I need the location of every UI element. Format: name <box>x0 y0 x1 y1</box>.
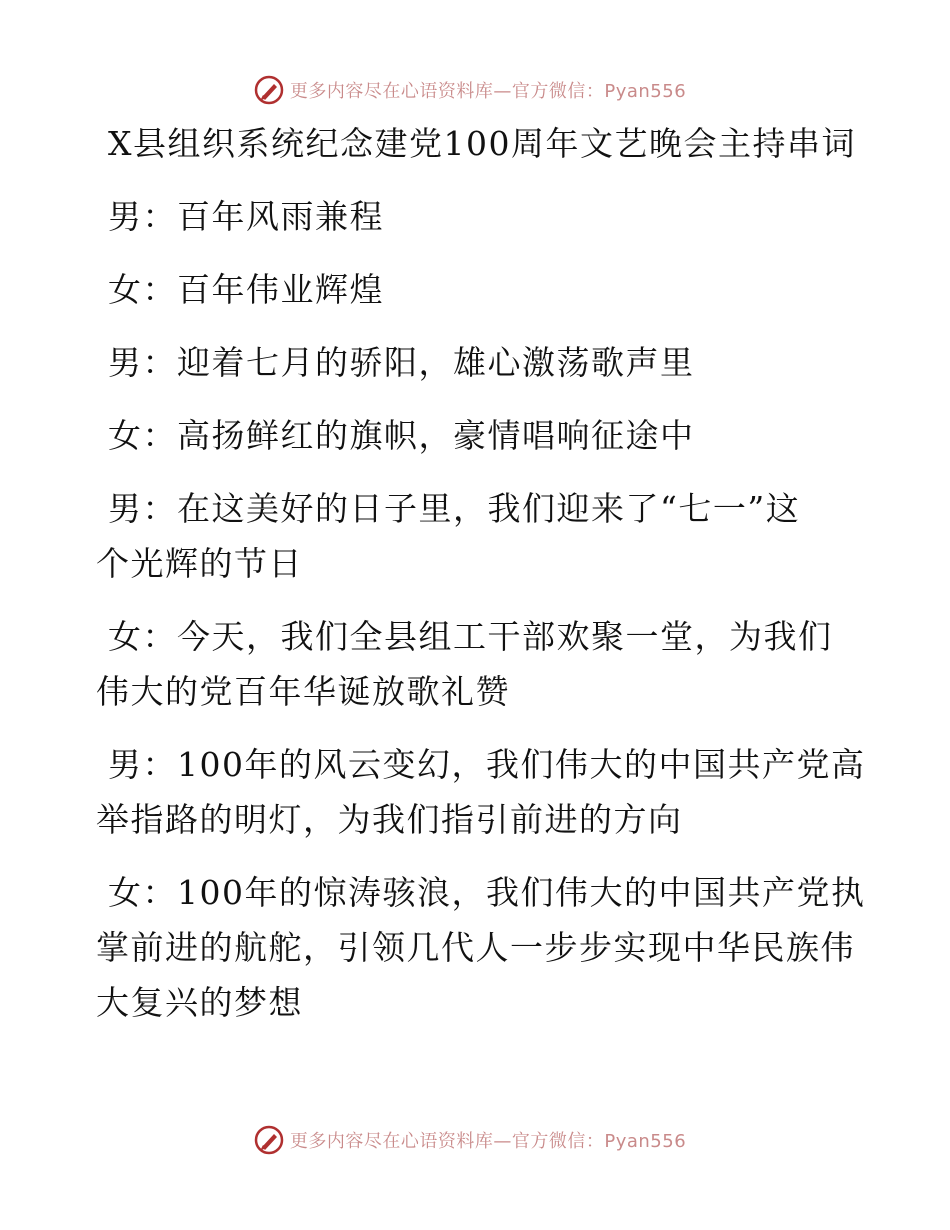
paragraph-line: 女：高扬鲜红的旗帜，豪情唱响征途中 <box>108 416 695 455</box>
dialogue-paragraph <box>96 865 866 1030</box>
dialogue-paragraph <box>96 335 856 390</box>
pen-logo-icon <box>254 1125 284 1155</box>
paragraph-line: 掌前进的航舵，引领几代人一步步实现中华民族伟 <box>96 928 855 967</box>
paragraph-line: 男：100年的风云变幻，我们伟大的中国共产党高 <box>108 745 866 784</box>
dialogue-paragraph <box>96 189 856 244</box>
paragraph-line: 个光辉的节日 <box>96 544 303 583</box>
paragraph-line: 伟大的党百年华诞放歌礼赞 <box>96 672 510 711</box>
dialogue-paragraph <box>96 609 856 719</box>
dialogue-paragraph <box>96 481 856 591</box>
dialogue-paragraph <box>96 408 856 463</box>
paragraph-list <box>96 189 866 1030</box>
watermark-group <box>254 1125 686 1155</box>
paragraph-line: 女：百年伟业辉煌 <box>108 270 384 309</box>
paragraph-line: 女：100年的惊涛骇浪，我们伟大的中国共产党执 <box>108 873 866 912</box>
pen-logo-icon <box>254 75 284 105</box>
document-body <box>96 116 866 1048</box>
paragraph-line: 男：在这美好的日子里，我们迎来了“七一”这 <box>108 489 801 528</box>
watermark-footer <box>0 1120 950 1160</box>
document-title: X县组织系统纪念建党100周年文艺晚会主持串词 <box>108 124 856 163</box>
paragraph-line: 女：今天，我们全县组工干部欢聚一堂，为我们 <box>108 617 833 656</box>
watermark-text: 更多内容尽在心语资料库—官方微信：Pyan556 <box>289 81 687 102</box>
paragraph-line: 大复兴的梦想 <box>96 983 303 1022</box>
watermark-text: 更多内容尽在心语资料库—官方微信：Pyan556 <box>289 1131 687 1152</box>
paragraph-line: 举指路的明灯，为我们指引前进的方向 <box>96 800 683 839</box>
watermark-group <box>254 75 686 105</box>
watermark-header <box>0 70 950 110</box>
dialogue-paragraph <box>96 737 866 847</box>
dialogue-paragraph <box>96 262 856 317</box>
paragraph-line: 男：迎着七月的骄阳，雄心激荡歌声里 <box>108 343 695 382</box>
paragraph-line: 男：百年风雨兼程 <box>108 197 384 236</box>
